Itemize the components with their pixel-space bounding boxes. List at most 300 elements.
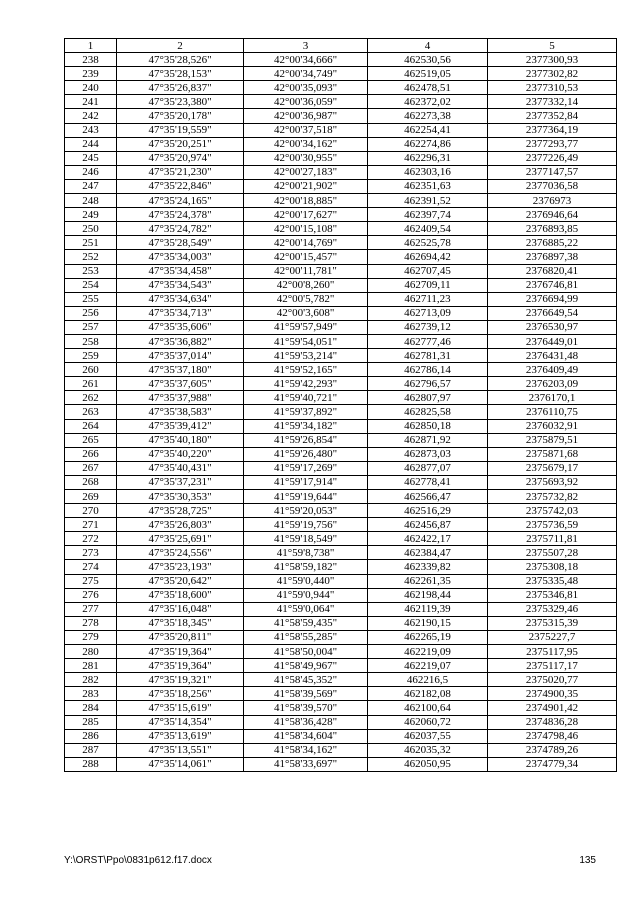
- table-row: [65, 151, 617, 165]
- table-row: [65, 588, 617, 602]
- coordinates-sheet: [64, 38, 616, 772]
- latitude-cell: 47°35'23,380": [117, 95, 244, 109]
- x-coordinate-cell: 462516,29: [368, 504, 488, 518]
- table-body: [65, 53, 617, 772]
- x-coordinate-cell: 462786,14: [368, 363, 488, 377]
- x-coordinate-cell: 462409,54: [368, 222, 488, 236]
- y-coordinate-cell: 2375315,39: [488, 616, 617, 630]
- latitude-cell: 47°35'24,556": [117, 546, 244, 560]
- y-coordinate-cell: 2377310,53: [488, 81, 617, 95]
- point-number-cell: 279: [65, 630, 117, 644]
- x-coordinate-cell: 462796,57: [368, 377, 488, 391]
- longitude-cell: 42°00'3,608": [244, 306, 368, 320]
- latitude-cell: 47°35'28,153": [117, 67, 244, 81]
- table-row: [65, 250, 617, 264]
- point-number-cell: 265: [65, 433, 117, 447]
- point-number-cell: 272: [65, 532, 117, 546]
- y-coordinate-cell: 2375711,81: [488, 532, 617, 546]
- table-row: [65, 95, 617, 109]
- latitude-cell: 47°35'18,256": [117, 687, 244, 701]
- longitude-cell: 41°58'34,604": [244, 729, 368, 743]
- point-number-cell: 249: [65, 208, 117, 222]
- x-coordinate-cell: 462778,41: [368, 475, 488, 489]
- latitude-cell: 47°35'19,364": [117, 645, 244, 659]
- table-row: [65, 433, 617, 447]
- y-coordinate-cell: 2377332,14: [488, 95, 617, 109]
- x-coordinate-cell: 462303,16: [368, 165, 488, 179]
- x-coordinate-cell: 462478,51: [368, 81, 488, 95]
- longitude-cell: 41°58'50,004": [244, 645, 368, 659]
- y-coordinate-cell: 2376032,91: [488, 419, 617, 433]
- y-coordinate-cell: 2376897,38: [488, 250, 617, 264]
- longitude-cell: 41°58'49,967": [244, 659, 368, 673]
- y-coordinate-cell: 2376170,1: [488, 391, 617, 405]
- point-number-cell: 241: [65, 95, 117, 109]
- longitude-cell: 41°58'34,162": [244, 743, 368, 757]
- y-coordinate-cell: 2374779,34: [488, 757, 617, 771]
- y-coordinate-cell: 2376110,75: [488, 405, 617, 419]
- table-row: [65, 602, 617, 616]
- longitude-cell: 42°00'30,955": [244, 151, 368, 165]
- longitude-cell: 41°59'20,053": [244, 504, 368, 518]
- longitude-cell: 42°00'35,093": [244, 81, 368, 95]
- table-row: [65, 630, 617, 644]
- latitude-cell: 47°35'26,837": [117, 81, 244, 95]
- point-number-cell: 243: [65, 123, 117, 137]
- x-coordinate-cell: 462265,19: [368, 630, 488, 644]
- y-coordinate-cell: 2376649,54: [488, 306, 617, 320]
- latitude-cell: 47°35'28,725": [117, 504, 244, 518]
- longitude-cell: 42°00'14,769": [244, 236, 368, 250]
- point-number-cell: 251: [65, 236, 117, 250]
- longitude-cell: 41°59'40,721": [244, 391, 368, 405]
- header-cell: 5: [488, 39, 617, 53]
- table-row: [65, 743, 617, 757]
- latitude-cell: 47°35'20,178": [117, 109, 244, 123]
- longitude-cell: 41°59'0,064": [244, 602, 368, 616]
- x-coordinate-cell: 462713,09: [368, 306, 488, 320]
- latitude-cell: 47°35'34,713": [117, 306, 244, 320]
- x-coordinate-cell: 462372,02: [368, 95, 488, 109]
- table-row: [65, 701, 617, 715]
- latitude-cell: 47°35'19,559": [117, 123, 244, 137]
- table-row: [65, 532, 617, 546]
- x-coordinate-cell: 462519,05: [368, 67, 488, 81]
- latitude-cell: 47°35'24,165": [117, 194, 244, 208]
- point-number-cell: 277: [65, 602, 117, 616]
- x-coordinate-cell: 462825,58: [368, 405, 488, 419]
- longitude-cell: 42°00'36,987": [244, 109, 368, 123]
- longitude-cell: 42°00'34,666": [244, 53, 368, 67]
- latitude-cell: 47°35'39,412": [117, 419, 244, 433]
- header-cell: 3: [244, 39, 368, 53]
- table-row: [65, 616, 617, 630]
- x-coordinate-cell: 462877,07: [368, 461, 488, 475]
- point-number-cell: 245: [65, 151, 117, 165]
- x-coordinate-cell: 462037,55: [368, 729, 488, 743]
- point-number-cell: 280: [65, 645, 117, 659]
- longitude-cell: 41°59'42,293": [244, 377, 368, 391]
- longitude-cell: 41°59'57,949": [244, 320, 368, 334]
- longitude-cell: 41°59'19,756": [244, 518, 368, 532]
- table-row: [65, 67, 617, 81]
- point-number-cell: 247: [65, 179, 117, 193]
- x-coordinate-cell: 462397,74: [368, 208, 488, 222]
- y-coordinate-cell: 2376431,48: [488, 349, 617, 363]
- longitude-cell: 41°59'37,892": [244, 405, 368, 419]
- longitude-cell: 42°00'15,457": [244, 250, 368, 264]
- table-row: [65, 659, 617, 673]
- table-row: [65, 236, 617, 250]
- y-coordinate-cell: 2375308,18: [488, 560, 617, 574]
- latitude-cell: 47°35'34,543": [117, 278, 244, 292]
- y-coordinate-cell: 2376694,99: [488, 292, 617, 306]
- table-row: [65, 645, 617, 659]
- table-row: [65, 334, 617, 348]
- latitude-cell: 47°35'37,014": [117, 349, 244, 363]
- point-number-cell: 250: [65, 222, 117, 236]
- x-coordinate-cell: 462530,56: [368, 53, 488, 67]
- y-coordinate-cell: 2375020,77: [488, 673, 617, 687]
- table-row: [65, 490, 617, 504]
- longitude-cell: 41°59'0,944": [244, 588, 368, 602]
- latitude-cell: 47°35'28,549": [117, 236, 244, 250]
- y-coordinate-cell: 2375871,68: [488, 447, 617, 461]
- y-coordinate-cell: 2377364,19: [488, 123, 617, 137]
- y-coordinate-cell: 2376820,41: [488, 264, 617, 278]
- latitude-cell: 47°35'20,811": [117, 630, 244, 644]
- point-number-cell: 286: [65, 729, 117, 743]
- y-coordinate-cell: 2376409,49: [488, 363, 617, 377]
- table-row: [65, 391, 617, 405]
- latitude-cell: 47°35'19,321": [117, 673, 244, 687]
- latitude-cell: 47°35'30,353": [117, 490, 244, 504]
- longitude-cell: 41°59'34,182": [244, 419, 368, 433]
- y-coordinate-cell: 2376746,81: [488, 278, 617, 292]
- longitude-cell: 42°00'18,885": [244, 194, 368, 208]
- latitude-cell: 47°35'37,180": [117, 363, 244, 377]
- latitude-cell: 47°35'34,003": [117, 250, 244, 264]
- latitude-cell: 47°35'38,583": [117, 405, 244, 419]
- point-number-cell: 242: [65, 109, 117, 123]
- x-coordinate-cell: 462219,07: [368, 659, 488, 673]
- latitude-cell: 47°35'23,193": [117, 560, 244, 574]
- y-coordinate-cell: 2375117,17: [488, 659, 617, 673]
- latitude-cell: 47°35'37,231": [117, 475, 244, 489]
- table-row: [65, 729, 617, 743]
- longitude-cell: 42°00'15,108": [244, 222, 368, 236]
- latitude-cell: 47°35'14,061": [117, 757, 244, 771]
- x-coordinate-cell: 462100,64: [368, 701, 488, 715]
- longitude-cell: 41°59'17,914": [244, 475, 368, 489]
- y-coordinate-cell: 2377352,84: [488, 109, 617, 123]
- point-number-cell: 282: [65, 673, 117, 687]
- latitude-cell: 47°35'19,364": [117, 659, 244, 673]
- latitude-cell: 47°35'20,974": [117, 151, 244, 165]
- point-number-cell: 267: [65, 461, 117, 475]
- x-coordinate-cell: 462190,15: [368, 616, 488, 630]
- table-row: [65, 419, 617, 433]
- x-coordinate-cell: 462711,23: [368, 292, 488, 306]
- longitude-cell: 41°59'18,549": [244, 532, 368, 546]
- latitude-cell: 47°35'40,220": [117, 447, 244, 461]
- y-coordinate-cell: 2375329,46: [488, 602, 617, 616]
- longitude-cell: 41°59'26,480": [244, 447, 368, 461]
- latitude-cell: 47°35'35,606": [117, 320, 244, 334]
- longitude-cell: 42°00'11,781": [244, 264, 368, 278]
- table-row: [65, 461, 617, 475]
- point-number-cell: 260: [65, 363, 117, 377]
- x-coordinate-cell: 462261,35: [368, 574, 488, 588]
- point-number-cell: 266: [65, 447, 117, 461]
- table-row: [65, 349, 617, 363]
- latitude-cell: 47°35'28,526": [117, 53, 244, 67]
- point-number-cell: 274: [65, 560, 117, 574]
- x-coordinate-cell: 462871,92: [368, 433, 488, 447]
- table-row: [65, 81, 617, 95]
- point-number-cell: 271: [65, 518, 117, 532]
- table-row: [65, 687, 617, 701]
- latitude-cell: 47°35'18,600": [117, 588, 244, 602]
- longitude-cell: 41°59'0,440": [244, 574, 368, 588]
- x-coordinate-cell: 462709,11: [368, 278, 488, 292]
- latitude-cell: 47°35'24,378": [117, 208, 244, 222]
- y-coordinate-cell: 2376973: [488, 194, 617, 208]
- y-coordinate-cell: 2375679,17: [488, 461, 617, 475]
- latitude-cell: 47°35'21,230": [117, 165, 244, 179]
- table-row: [65, 222, 617, 236]
- y-coordinate-cell: 2375507,28: [488, 546, 617, 560]
- x-coordinate-cell: 462694,42: [368, 250, 488, 264]
- x-coordinate-cell: 462456,87: [368, 518, 488, 532]
- longitude-cell: 41°58'59,182": [244, 560, 368, 574]
- longitude-cell: 42°00'36,059": [244, 95, 368, 109]
- y-coordinate-cell: 2375879,51: [488, 433, 617, 447]
- x-coordinate-cell: 462422,17: [368, 532, 488, 546]
- y-coordinate-cell: 2377226,49: [488, 151, 617, 165]
- point-number-cell: 278: [65, 616, 117, 630]
- y-coordinate-cell: 2374798,46: [488, 729, 617, 743]
- x-coordinate-cell: 462182,08: [368, 687, 488, 701]
- table-row: [65, 320, 617, 334]
- longitude-cell: 41°59'26,854": [244, 433, 368, 447]
- y-coordinate-cell: 2375346,81: [488, 588, 617, 602]
- longitude-cell: 41°58'39,570": [244, 701, 368, 715]
- table-row: [65, 673, 617, 687]
- point-number-cell: 270: [65, 504, 117, 518]
- table-row: [65, 179, 617, 193]
- longitude-cell: 42°00'21,902": [244, 179, 368, 193]
- point-number-cell: 244: [65, 137, 117, 151]
- longitude-cell: 41°58'45,352": [244, 673, 368, 687]
- point-number-cell: 239: [65, 67, 117, 81]
- latitude-cell: 47°35'14,354": [117, 715, 244, 729]
- table-row: [65, 475, 617, 489]
- table-row: [65, 447, 617, 461]
- table-row: [65, 377, 617, 391]
- x-coordinate-cell: 462119,39: [368, 602, 488, 616]
- table-row: [65, 363, 617, 377]
- latitude-cell: 47°35'34,634": [117, 292, 244, 306]
- table-row: [65, 53, 617, 67]
- latitude-cell: 47°35'15,619": [117, 701, 244, 715]
- y-coordinate-cell: 2375732,82: [488, 490, 617, 504]
- latitude-cell: 47°35'25,691": [117, 532, 244, 546]
- point-number-cell: 284: [65, 701, 117, 715]
- point-number-cell: 257: [65, 320, 117, 334]
- latitude-cell: 47°35'13,619": [117, 729, 244, 743]
- point-number-cell: 263: [65, 405, 117, 419]
- table-row: [65, 194, 617, 208]
- x-coordinate-cell: 462339,82: [368, 560, 488, 574]
- point-number-cell: 269: [65, 490, 117, 504]
- point-number-cell: 261: [65, 377, 117, 391]
- y-coordinate-cell: 2377147,57: [488, 165, 617, 179]
- table-row: [65, 306, 617, 320]
- x-coordinate-cell: 462296,31: [368, 151, 488, 165]
- x-coordinate-cell: 462216,5: [368, 673, 488, 687]
- x-coordinate-cell: 462739,12: [368, 320, 488, 334]
- point-number-cell: 253: [65, 264, 117, 278]
- latitude-cell: 47°35'26,803": [117, 518, 244, 532]
- latitude-cell: 47°35'20,251": [117, 137, 244, 151]
- table-row: [65, 504, 617, 518]
- table-row: [65, 546, 617, 560]
- y-coordinate-cell: 2376946,64: [488, 208, 617, 222]
- point-number-cell: 285: [65, 715, 117, 729]
- point-number-cell: 248: [65, 194, 117, 208]
- y-coordinate-cell: 2375736,59: [488, 518, 617, 532]
- point-number-cell: 252: [65, 250, 117, 264]
- y-coordinate-cell: 2376530,97: [488, 320, 617, 334]
- x-coordinate-cell: 462873,03: [368, 447, 488, 461]
- point-number-cell: 275: [65, 574, 117, 588]
- y-coordinate-cell: 2374900,35: [488, 687, 617, 701]
- y-coordinate-cell: 2375117,95: [488, 645, 617, 659]
- longitude-cell: 41°59'54,051": [244, 334, 368, 348]
- latitude-cell: 47°35'20,642": [117, 574, 244, 588]
- latitude-cell: 47°35'24,782": [117, 222, 244, 236]
- table-row: [65, 292, 617, 306]
- coordinates-table: [64, 38, 617, 772]
- point-number-cell: 240: [65, 81, 117, 95]
- table-row: [65, 123, 617, 137]
- header-cell: 4: [368, 39, 488, 53]
- table-row: [65, 264, 617, 278]
- x-coordinate-cell: 462391,52: [368, 194, 488, 208]
- x-coordinate-cell: 462060,72: [368, 715, 488, 729]
- x-coordinate-cell: 462050,95: [368, 757, 488, 771]
- table-row: [65, 278, 617, 292]
- latitude-cell: 47°35'18,345": [117, 616, 244, 630]
- y-coordinate-cell: 2374789,26: [488, 743, 617, 757]
- y-coordinate-cell: 2375693,92: [488, 475, 617, 489]
- y-coordinate-cell: 2376449,01: [488, 334, 617, 348]
- x-coordinate-cell: 462777,46: [368, 334, 488, 348]
- point-number-cell: 287: [65, 743, 117, 757]
- point-number-cell: 238: [65, 53, 117, 67]
- x-coordinate-cell: 462850,18: [368, 419, 488, 433]
- longitude-cell: 41°58'39,569": [244, 687, 368, 701]
- x-coordinate-cell: 462351,63: [368, 179, 488, 193]
- latitude-cell: 47°35'36,882": [117, 334, 244, 348]
- longitude-cell: 41°58'55,285": [244, 630, 368, 644]
- page-number: 135: [579, 855, 596, 866]
- longitude-cell: 41°58'59,435": [244, 616, 368, 630]
- y-coordinate-cell: 2374901,42: [488, 701, 617, 715]
- longitude-cell: 41°59'17,269": [244, 461, 368, 475]
- table-row: [65, 137, 617, 151]
- header-cell: 1: [65, 39, 117, 53]
- x-coordinate-cell: 462198,44: [368, 588, 488, 602]
- point-number-cell: 258: [65, 334, 117, 348]
- longitude-cell: 42°00'17,627": [244, 208, 368, 222]
- point-number-cell: 262: [65, 391, 117, 405]
- y-coordinate-cell: 2375227,7: [488, 630, 617, 644]
- y-coordinate-cell: 2377300,93: [488, 53, 617, 67]
- table-row: [65, 405, 617, 419]
- longitude-cell: 42°00'34,162": [244, 137, 368, 151]
- latitude-cell: 47°35'40,431": [117, 461, 244, 475]
- x-coordinate-cell: 462219,09: [368, 645, 488, 659]
- x-coordinate-cell: 462525,78: [368, 236, 488, 250]
- latitude-cell: 47°35'37,605": [117, 377, 244, 391]
- x-coordinate-cell: 462273,38: [368, 109, 488, 123]
- longitude-cell: 41°59'8,738": [244, 546, 368, 560]
- y-coordinate-cell: 2376203,09: [488, 377, 617, 391]
- point-number-cell: 281: [65, 659, 117, 673]
- longitude-cell: 41°58'33,697": [244, 757, 368, 771]
- point-number-cell: 246: [65, 165, 117, 179]
- point-number-cell: 255: [65, 292, 117, 306]
- point-number-cell: 288: [65, 757, 117, 771]
- latitude-cell: 47°35'13,551": [117, 743, 244, 757]
- table-header: [65, 39, 617, 53]
- longitude-cell: 42°00'27,183": [244, 165, 368, 179]
- x-coordinate-cell: 462384,47: [368, 546, 488, 560]
- x-coordinate-cell: 462807,97: [368, 391, 488, 405]
- longitude-cell: 42°00'34,749": [244, 67, 368, 81]
- y-coordinate-cell: 2376893,85: [488, 222, 617, 236]
- longitude-cell: 42°00'37,518": [244, 123, 368, 137]
- y-coordinate-cell: 2377293,77: [488, 137, 617, 151]
- point-number-cell: 264: [65, 419, 117, 433]
- table-row: [65, 574, 617, 588]
- latitude-cell: 47°35'16,048": [117, 602, 244, 616]
- x-coordinate-cell: 462781,31: [368, 349, 488, 363]
- x-coordinate-cell: 462035,32: [368, 743, 488, 757]
- x-coordinate-cell: 462254,41: [368, 123, 488, 137]
- point-number-cell: 276: [65, 588, 117, 602]
- x-coordinate-cell: 462707,45: [368, 264, 488, 278]
- table-row: [65, 757, 617, 771]
- latitude-cell: 47°35'40,180": [117, 433, 244, 447]
- table-row: [65, 109, 617, 123]
- x-coordinate-cell: 462274,86: [368, 137, 488, 151]
- y-coordinate-cell: 2375335,48: [488, 574, 617, 588]
- y-coordinate-cell: 2374836,28: [488, 715, 617, 729]
- latitude-cell: 47°35'37,988": [117, 391, 244, 405]
- y-coordinate-cell: 2377302,82: [488, 67, 617, 81]
- point-number-cell: 283: [65, 687, 117, 701]
- longitude-cell: 42°00'8,260": [244, 278, 368, 292]
- point-number-cell: 254: [65, 278, 117, 292]
- table-row: [65, 715, 617, 729]
- longitude-cell: 41°59'52,165": [244, 363, 368, 377]
- table-row: [65, 560, 617, 574]
- longitude-cell: 41°58'36,428": [244, 715, 368, 729]
- point-number-cell: 273: [65, 546, 117, 560]
